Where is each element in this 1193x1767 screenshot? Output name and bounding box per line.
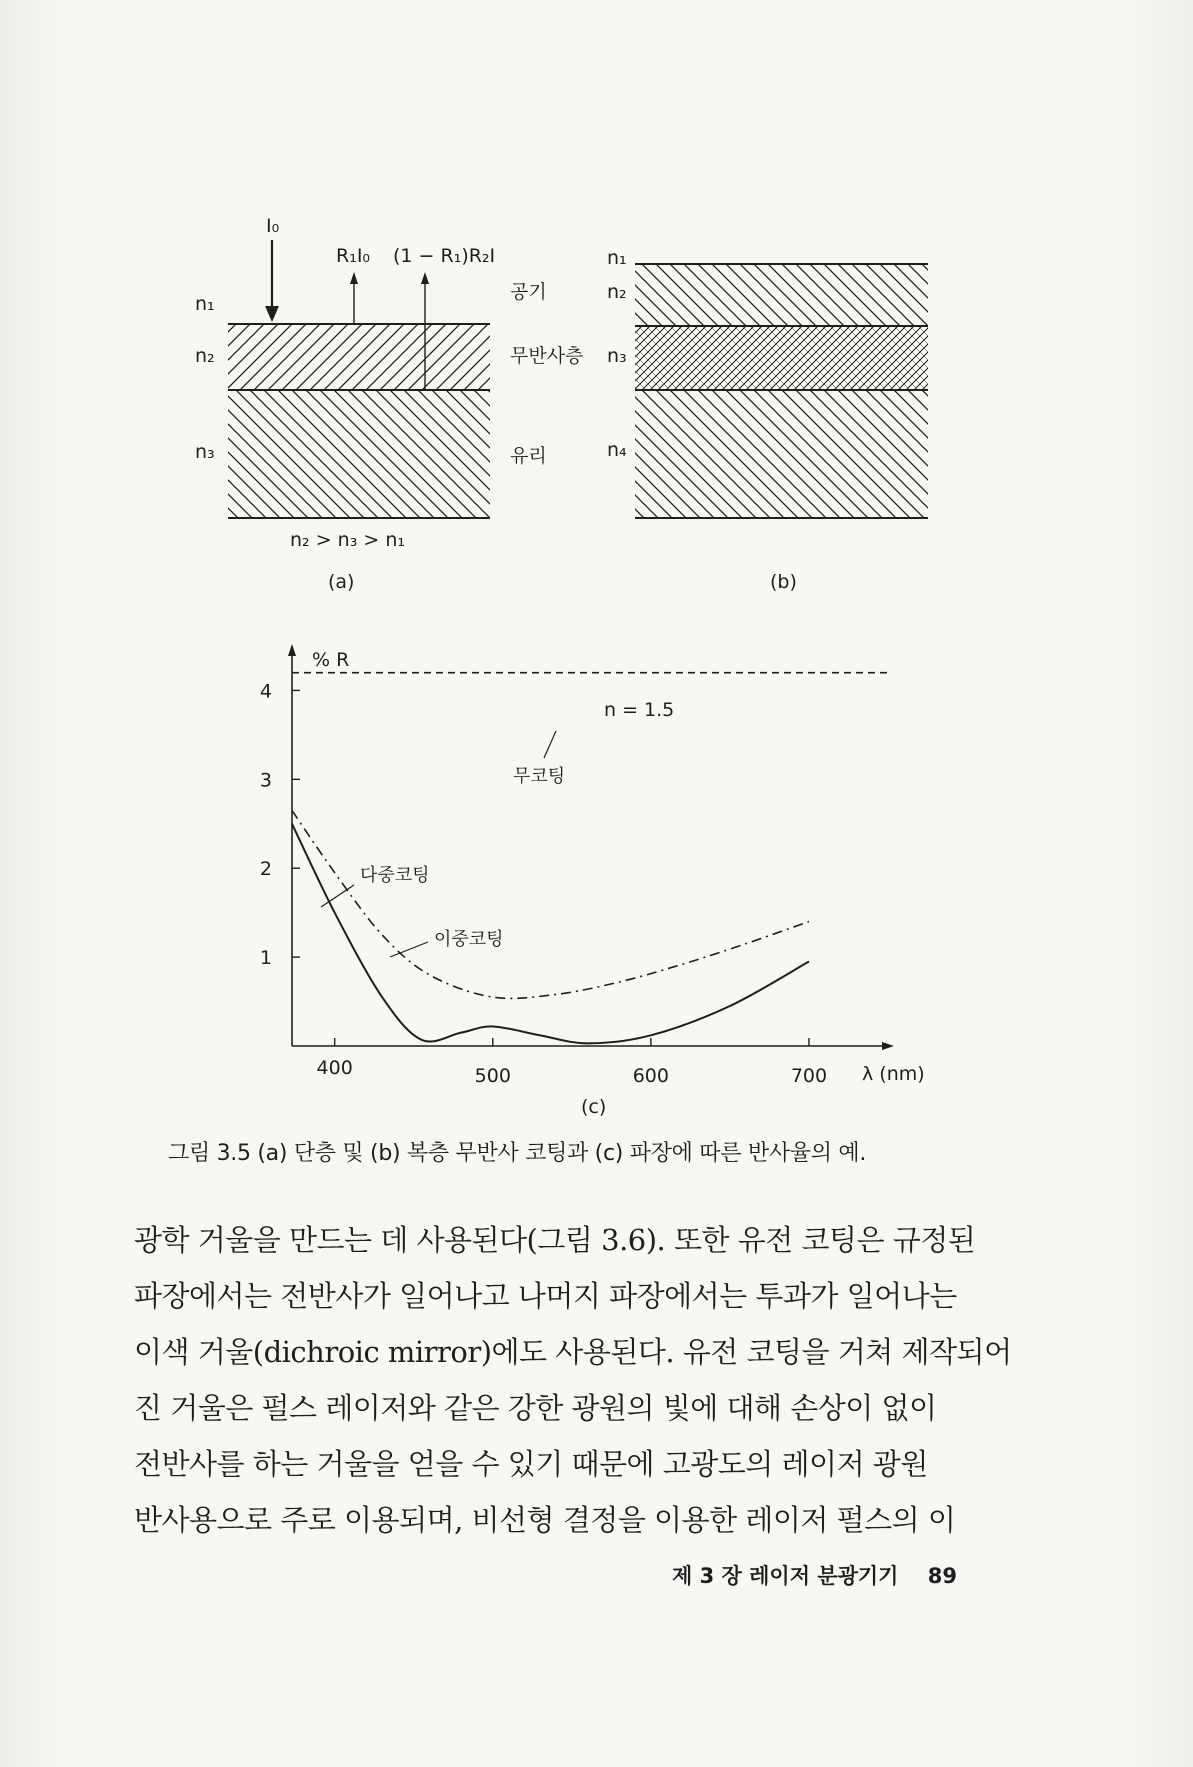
annotation-multi: 다중코팅 [360,865,430,886]
x-tick-label: 600 [632,1065,669,1087]
page-number: 89 [927,1564,957,1588]
y-tick-label: 2 [259,858,272,881]
ar-layer-label: 무반사층 [510,345,584,367]
reflected-arrow-1-icon [350,272,358,284]
y-ticks [260,680,300,969]
x-axis-arrow-icon [882,1042,894,1050]
air-label: 공기 [510,281,547,303]
y-axis-arrow-icon [288,644,296,656]
figure-caption: 그림 3.5 (a) 단층 및 (b) 복층 무반사 코팅과 (c) 파장에 따른 반사율의 예. [168,1141,867,1166]
n2-label-a: n₂ [195,345,215,367]
layer-n3-hatch [635,326,928,390]
incident-arrow-icon [265,306,279,322]
n2-label-b: n₂ [607,281,627,303]
x-tick-label: 500 [474,1065,511,1087]
series-lines [292,673,888,1044]
x-tick-label: 700 [790,1065,828,1087]
body-line: 전반사를 하는 거울을 얻을 수 있기 때문에 고광도의 레이저 광원 [134,1447,928,1481]
reflected-arrow-2-icon [421,272,429,284]
page-footer [672,1560,957,1590]
glass-layer-hatch [228,390,490,518]
incident-label: I₀ [266,215,280,237]
reflected-2-label: (1 − R₁)R₂I [393,245,496,267]
n4-label-b: n₄ [607,439,627,461]
body-line: 진 거울은 펄스 레이저와 같은 강한 광원의 빛에 대해 손상이 없이 [134,1391,937,1425]
series-dash-dot-line [292,810,809,998]
body-text [134,1212,1014,1548]
y-tick-label: 1 [259,947,272,970]
body-line: 반사용으로 주로 이용되며, 비선형 결정을 이용한 레이저 펄스의 이 [134,1503,956,1537]
annotation-n: n = 1.5 [604,699,675,721]
leader-uncoated [544,731,556,758]
series-solid-line [292,824,809,1044]
x-axis-label: λ (nm) [862,1063,925,1085]
y-tick-label: 3 [259,769,272,792]
panel-a [195,215,583,593]
x-tick-label: 400 [316,1057,353,1079]
n1-label-a: n₁ [195,293,215,315]
layer-n2-hatch [635,264,928,326]
chapter-title: 제 3 장 레이저 분광기기 [672,1564,899,1588]
n3-label-b: n₃ [607,345,627,367]
annotation-double: 이중코팅 [434,929,504,950]
panel-b [607,247,928,593]
y-axis-label: % R [312,649,350,671]
layer-n4-hatch [635,390,928,518]
n1-label-b: n₁ [607,247,627,269]
index-condition: n₂ > n₃ > n₁ [290,529,405,551]
body-line: 광학 거울을 만드는 데 사용된다(그림 3.6). 또한 유전 코팅은 규정된 [134,1223,976,1257]
panel-b-label: (b) [770,571,797,593]
reflected-1-label: R₁I₀ [336,245,371,267]
body-line: 이색 거울(dichroic mirror)에도 사용된다. 유전 코팅을 거쳐 제작되어 [134,1335,1012,1369]
n3-label-a: n₃ [195,441,215,463]
panel-a-label: (a) [328,571,355,593]
glass-label: 유리 [510,445,547,467]
panel-c-chart [260,644,925,1118]
panel-c-label: (c) [581,1096,607,1118]
leader-double [390,942,428,957]
body-line: 파장에서는 전반사가 일어나고 나머지 파장에서는 투과가 일어나는 [134,1279,957,1313]
y-tick-label: 4 [259,680,272,703]
annotation-uncoated: 무코팅 [513,766,566,787]
ar-layer-hatch [228,324,490,390]
